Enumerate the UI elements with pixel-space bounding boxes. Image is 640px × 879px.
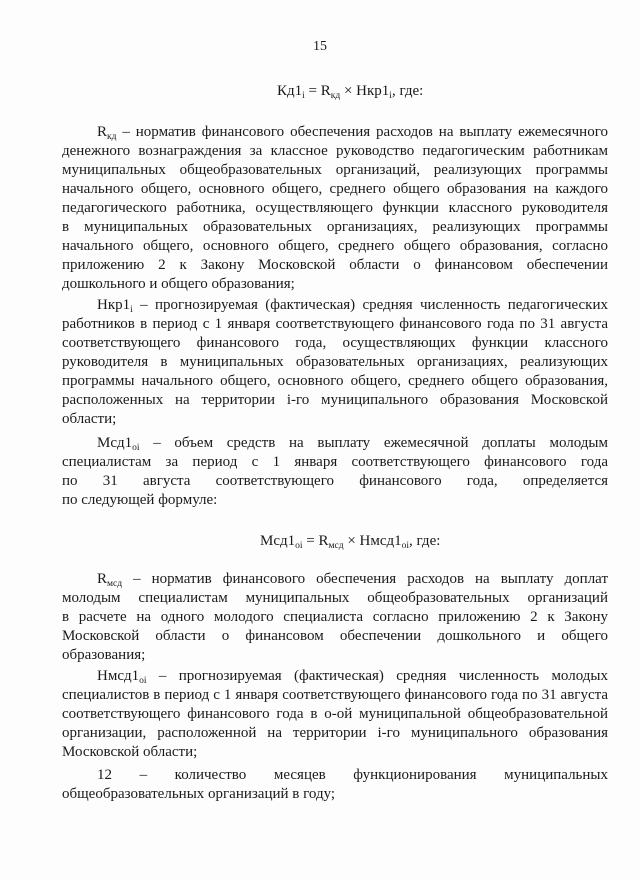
p6-line: общеобразовательных организаций в году; [62,786,336,802]
p3-term-sub: оi [132,443,140,453]
p1-text: – норматив финансового обеспечения расходов на выплату ежемесячного [116,124,608,140]
p3-text: – объем средств на выплату ежемесячной доплаты молодым [139,435,608,451]
p5-line-1 [97,667,608,686]
p5-term-sub: оi [139,676,147,686]
formula-tail: , где: [409,533,441,549]
p3-line-1 [97,434,608,453]
p1-term-sub: кд [107,132,117,142]
formula-r-sub: мсд [328,541,344,551]
p2-line: расположенных на территории i-го муниципального образования Московской [62,392,608,408]
p4-line: в расчете на одного молодого специалиста согласно приложению 2 к Закону [62,609,608,625]
p4-line: образования; [62,647,146,663]
formula-eq: = R [304,83,331,99]
formula-lhs: Мсд1 [260,533,296,549]
formula-lhs-sub: оi [295,541,303,551]
p1-term: R [97,124,108,140]
p4-term: R [97,571,108,587]
p4-text: – норматив финансового обеспечения расходов на выплату доплат [122,571,608,587]
formula-times: × Нмсд1 [343,533,402,549]
p1-line: приложению 2 к Закону Московской области о финансовом обеспечении [62,257,608,273]
p5-text: – прогнозируемая (фактическая) средняя численность молодых [146,668,608,684]
p5-line: специалистов в период с 1 января соответствующего финансового года по 31 августа [62,687,608,703]
formula-kd1 [277,82,423,101]
page-number: 15 [313,39,327,54]
p4-line-1 [97,570,608,589]
formula-tail: , где: [391,83,424,99]
formula-n-sub: i [389,91,392,101]
p2-line-1 [97,296,608,315]
p1-line: начального общего, основного общего, среднего общего образования на каждого [62,181,608,197]
formula-eq: = R [302,533,329,549]
formula-times: × Нкр1 [340,83,390,99]
p2-term: Нкр1 [97,297,131,313]
p2-line: руководителя в муниципальных образовательных организациях, реализующих [62,354,608,370]
p4-line: молодым специалистам муниципальных общеобразовательных организаций [62,590,608,606]
p6-line-1: 12 – количество месяцев функционирования муниципальных [97,767,608,783]
p2-line: программы начального общего, основного общего, среднего общего образования, [62,373,608,389]
p4-term-sub: мсд [107,579,123,589]
p5-line: Московской области; [62,744,198,760]
p1-line: муниципальных общеобразовательных организаций, реализующих программы [62,162,608,178]
formula-lhs: Кд1 [277,83,303,99]
p5-term: Нмсд1 [97,668,140,684]
formula-r-sub: кд [330,91,341,101]
p1-line: денежного вознаграждения за классное руководство педагогическим работникам [62,143,608,159]
p4-line: Московской области о финансовом обеспечении дошкольного и общего [62,628,608,644]
p2-line: соответствующего финансового года, осуществляющих функции классного [62,335,608,351]
p2-line: области; [62,411,117,427]
p1-line: дошкольного и общего образования; [62,276,295,292]
p3-line: по 31 августа соответствующего финансового года, определяется [62,473,608,489]
formula-msd1 [260,532,440,551]
p1-line: педагогического работника, осуществляющего функции классного руководителя [62,200,608,216]
p1-line-1 [97,123,608,142]
p2-text: – прогнозируемая (фактическая) средняя численность педагогических [132,297,608,313]
formula-lhs-sub: i [302,91,305,101]
p1-line: начального общего, основного общего, среднего общего образования, согласно [62,238,608,254]
p3-line: специалистам за период с 1 января соответствующего финансового года [62,454,608,470]
p3-line: по следующей формуле: [62,492,218,508]
p2-term-sub: i [130,305,133,315]
formula-n-sub: оi [401,541,410,551]
p3-term: Мсд1 [97,435,133,451]
p5-line: соответствующего финансового года в о-ой муниципальной общеобразовательной [62,706,608,722]
p2-line: работников в период с 1 января соответствующего финансового года по 31 августа [62,316,608,332]
p1-line: в муниципальных образовательных организациях, реализующих программы [62,219,608,235]
p5-line: организации, расположенной на территории i-го муниципального образования [62,725,608,741]
